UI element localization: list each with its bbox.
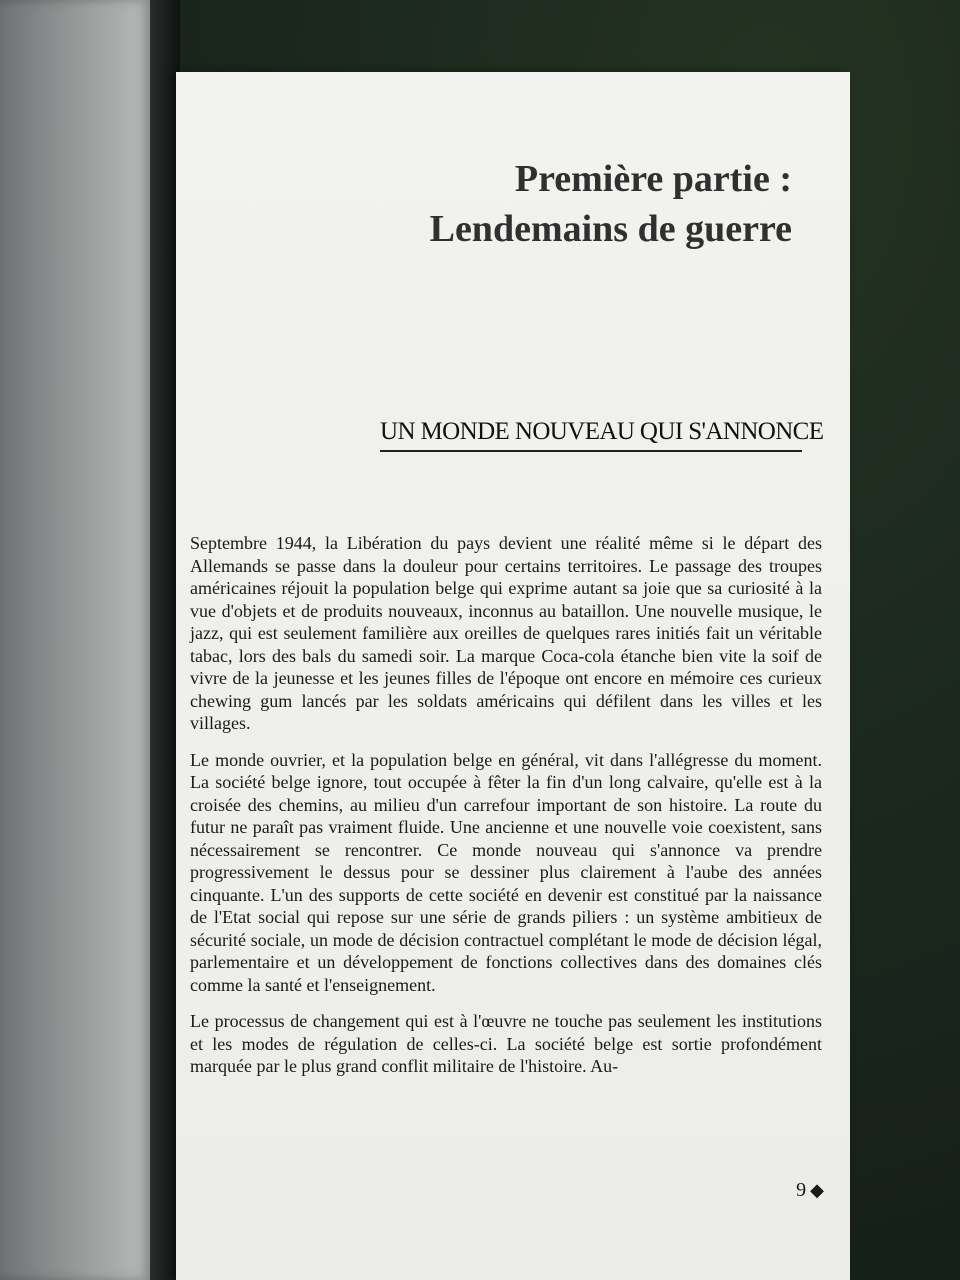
facing-page-edge	[0, 0, 150, 1280]
body-text	[190, 532, 822, 1092]
part-title	[232, 154, 792, 254]
page-footer	[796, 1179, 824, 1202]
part-title-line-2: Lendemains de guerre	[429, 208, 792, 250]
section-title: UN MONDE NOUVEAU QUI S'ANNONCE	[380, 418, 802, 452]
paragraph: Septembre 1944, la Libération du pays devient une réalité même si le départ des Allemands se passe dans la douleur pour certains territoires. Le passage des troupes américaines réjouit la population belge qui exprime autant sa joie que sa curiosité à la vue d'objets et de produits nouveaux, inconnus au bataillon. Une nouvelle musique, le jazz, qui est seulement familière aux oreilles de quelques rares initiés fait un véritable tabac, lors des bals du samedi soir. La marque Coca-cola étanche bien vite la soif de vivre de la jeunesse et les jeunes filles de l'époque ont encore en mémoire ces curieux chewing gum lancés par les soldats américains qui défilent dans les villes et les villages.	[190, 533, 822, 733]
page-number: 9	[796, 1179, 807, 1201]
book-page	[176, 72, 850, 1280]
paragraph: Le monde ouvrier, et la population belge en général, vit dans l'allégresse du moment. La société belge ignore, tout occupée à fêter la fin d'un long calvaire, qu'elle est à la croisée des chemins, au milieu d'un carrefour important de son histoire. La route du futur ne paraît pas vraiment fluide. Une ancienne et une nouvelle voie coexistent, sans nécessairement se rencontrer. Ce monde nouveau qui s'annonce va prendre progressivement le dessus pour se dessiner plus clairement à l'aube des années cinquante. L'un des supports de cette société en devenir est constitué par la naissance de l'Etat social qui repose sur une série de grands piliers : un système ambitieux de sécurité sociale, un mode de décision contractuel complétant le mode de décision légal, parlementaire et un développement de fonctions collectives dans des domaines clés comme la santé et l'enseignement.	[190, 749, 822, 995]
paragraph: Le processus de changement qui est à l'œuvre ne touche pas seulement les institutions et les modes de régulation de celles-ci. La société belge est sortie profondément marquée par le plus grand conflit militaire de l'histoire. Au-	[190, 1011, 822, 1076]
diamond-ornament-icon: ◆	[810, 1180, 824, 1200]
part-title-line-1: Première partie :	[514, 158, 792, 200]
